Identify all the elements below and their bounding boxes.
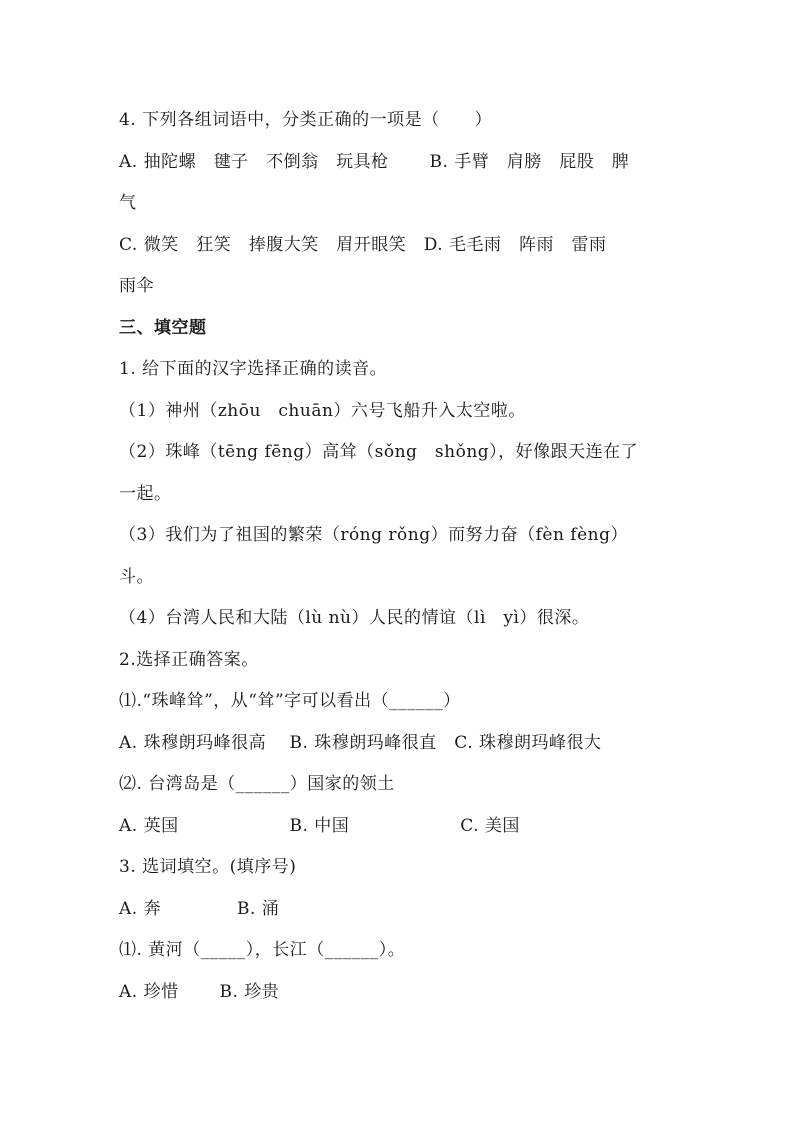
question-3-word-options: A. 奔 B. 涌 — [119, 898, 280, 919]
section-heading-fill-in: 三、填空题 — [119, 317, 207, 338]
question-4-options-cd: C. 微笑 狂笑 捧腹大笑 眉开眼笑 D. 毛毛雨 阵雨 雷雨 — [119, 234, 607, 255]
question-2-sub-1: ⑴.“珠峰耸”，从“耸”字可以看出（______） — [119, 691, 461, 711]
question-2-sub-2-options: A. 英国 B. 中国 C. 美国 — [119, 815, 520, 836]
question-3-sub-1: ⑴. 黄河（_____），长江（______）。 — [119, 940, 406, 960]
question-2-stem: 2.选择正确答案。 — [119, 649, 259, 670]
question-1-item-2-wrap: 一起。 — [119, 483, 172, 504]
question-4-option-b-wrap: 气 — [119, 193, 137, 213]
question-3-stem: 3. 选词填空。(填序号) — [119, 857, 297, 877]
question-1-item-3: （3）我们为了祖国的繁荣（róng rǒng）而努力奋（fèn fèng） — [119, 525, 628, 545]
worksheet-page — [119, 100, 699, 1013]
question-2-sub-1-options: A. 珠穆朗玛峰很高 B. 珠穆朗玛峰很直 C. 珠穆朗玛峰很大 — [119, 732, 602, 753]
question-1-item-3-wrap: 斗。 — [119, 566, 154, 587]
question-1-stem: 1. 给下面的汉字选择正确的读音。 — [119, 359, 388, 379]
question-3-word-options-2: A. 珍惜 B. 珍贵 — [119, 981, 280, 1002]
question-1-item-1: （1）神州（zhōu chuān）六号飞船升入太空啦。 — [119, 400, 526, 421]
question-4-option-d-wrap: 雨伞 — [119, 276, 154, 296]
question-1-item-4: （4）台湾人民和大陆（lù nù）人民的情谊（lì yì）很深。 — [119, 608, 590, 628]
question-4-options-ab: A. 抽陀螺 毽子 不倒翁 玩具枪 B. 手臂 肩膀 屁股 脾 — [119, 151, 630, 172]
question-4-stem: 4. 下列各组词语中，分类正确的一项是（ ） — [119, 110, 493, 130]
question-2-sub-2: ⑵. 台湾岛是（______）国家的领土 — [119, 774, 395, 794]
question-1-item-2: （2）珠峰（tēng fēng）高耸（sǒng shǒng），好像跟天连在了 — [119, 442, 639, 462]
